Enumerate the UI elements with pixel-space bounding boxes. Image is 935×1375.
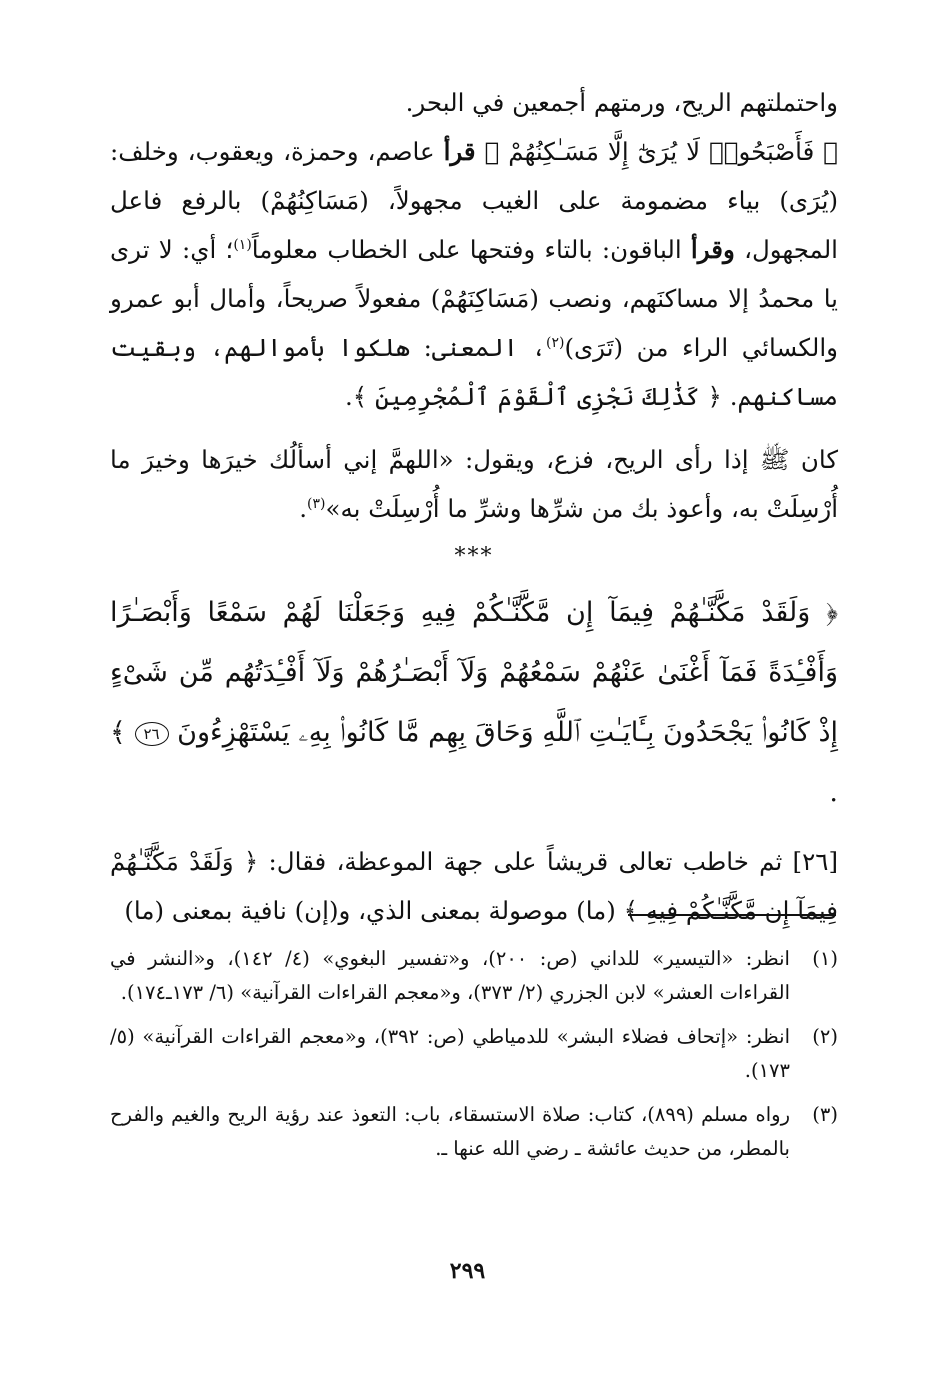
page-number: ٢٩٩ (449, 1258, 486, 1284)
quran-quote-2: ﴿ كَذَٰلِكَ نَجْزِى ٱلْقَوْمَ ٱلْمُجْرِمِينَ ﴾ (352, 382, 722, 411)
reading-paragraph (110, 127, 838, 421)
intro-text: واحتملتهم الريح، ورمتهم أجمعين في البحر. (405, 88, 838, 117)
reading-text-3: ؛ أي: لا ترى يا محمدُ إلا مساكنَهم، ونصب (مَسَاكِنَهُمْ) مفعولاً صريحاً، وأمال أبو عمرو والكسائي الراء من (تَرَى) (110, 235, 838, 362)
reading-keyword-1: قرأ (443, 137, 476, 166)
intro-line (110, 78, 838, 127)
footnote-ref-2[interactable]: (٢) (545, 334, 565, 351)
footnote-item (110, 1098, 838, 1166)
reading-keyword-2: وقرأ (690, 235, 735, 264)
footnote-number: (١) (812, 947, 838, 970)
verse-label: [٢٦] (792, 847, 838, 876)
hadith-text-2: . (299, 494, 307, 523)
footnote-text: رواه مسلم (٨٩٩)، كتاب: صلاة الاستسقاء، باب: التعوذ عند رؤية الريح والغيم والفرح بالمطر، من حديث عائشة ـ رضي الله عنها ـ. (110, 1103, 790, 1160)
verse-closing: ﴾ . (110, 717, 838, 808)
explanation-text-1: ثم خاطب تعالى قريشاً على جهة الموعظة، فقال: (268, 847, 783, 876)
footnote-item (110, 1020, 838, 1088)
footnotes (110, 942, 838, 1176)
main-text (110, 78, 838, 935)
verse-text: ﴿ وَلَقَدْ مَكَّنَّـٰهُمْ فِيمَآ إِن مَّكَّنَّـٰكُمْ فِيهِ وَجَعَلْنَا لَهُمْ سَمْعًا وَأَبْصَـٰرًا وَأَفْـِٔدَةً فَمَآ أَغْنَىٰ عَنْهُمْ سَمْعُهُمْ وَلَآ أَبْصَـٰرُهُمْ وَلَآ أَفْـِٔدَتُهُم مِّن شَىْءٍ إِذْ كَانُوا۟ يَجْحَدُونَ بِـَٔايَـٰتِ ٱللَّهِ وَحَاقَ بِهِم مَّا كَانُوا۟ بِهِۦ يَسْتَهْزِءُونَ (110, 597, 838, 748)
verse-block (110, 583, 838, 823)
footnote-text: انظر: «التيسير» للداني (ص: ٢٠٠)، و«تفسير البغوي» (٤/ ١٤٢)، و«النشر في القراءات العشر» لابن الجزري (٢/ ٣٧٣)، و«معجم القراءات القرآنية» (٦/ ١٧٣ـ١٧٤). (110, 947, 790, 1004)
reading-text-4: ، المعنى: هلكوا بأموالهم، وبقيت مساكنهم. (110, 333, 838, 411)
ayah-number-marker: ٢٦ (135, 722, 169, 746)
quran-quote-1: ﴿ فَأَصْبَحُوا۟ لَا يُرَىٰٓ إِلَّا مَسَـٰكِنُهُمْ ﴾ (484, 137, 838, 166)
footnote-number: (٢) (812, 1025, 838, 1048)
footnote-text: انظر: «إتحاف فضلاء البشر» للدمياطي (ص: ٣٩٢)، و«معجم القراءات القرآنية» (٥/ ١٧٣). (110, 1025, 790, 1082)
reading-text-1: عاصم، وحمزة، ويعقوب، وخلف: (يُرَى) بياء مضمومة على الغيب مجهولاً، (مَسَاكِنُهُمْ) بالرفع فاعل المجهول، (110, 137, 838, 264)
explanation-quran-quote: ﴿ وَلَقَدْ مَكَّنَّـٰهُمْ فِيمَآ إِن مَّكَّنَّـٰكُمْ فِيهِ ﴾ (110, 847, 838, 925)
reading-text-5: . (345, 382, 353, 411)
footnote-divider (628, 914, 836, 916)
footnote-number: (٣) (812, 1103, 838, 1126)
footnote-ref-3[interactable]: (٣) (307, 495, 326, 512)
section-separator: *** (454, 544, 494, 569)
footnote-item (110, 942, 838, 1010)
hadith-paragraph (110, 435, 838, 533)
hadith-text-1: كان ﷺ إذا رأى الريح، فزع، ويقول: «اللهمَّ إني أسألُك خيرَها وخيرَ ما أُرْسِلَتْ به، وأعوذ بك من شرِّها وشرِّ ما أُرْسِلَتْ به» (110, 445, 838, 523)
explanation-paragraph (110, 837, 838, 935)
explanation-text-2: (ما) موصولة بمعنى الذي، و(إن) نافية بمعنى (ما) (124, 896, 616, 925)
reading-text-2: الباقون: بالتاء وفتحها على الخطاب معلوماً (251, 235, 682, 264)
footnote-ref-1[interactable]: (١) (233, 236, 252, 253)
